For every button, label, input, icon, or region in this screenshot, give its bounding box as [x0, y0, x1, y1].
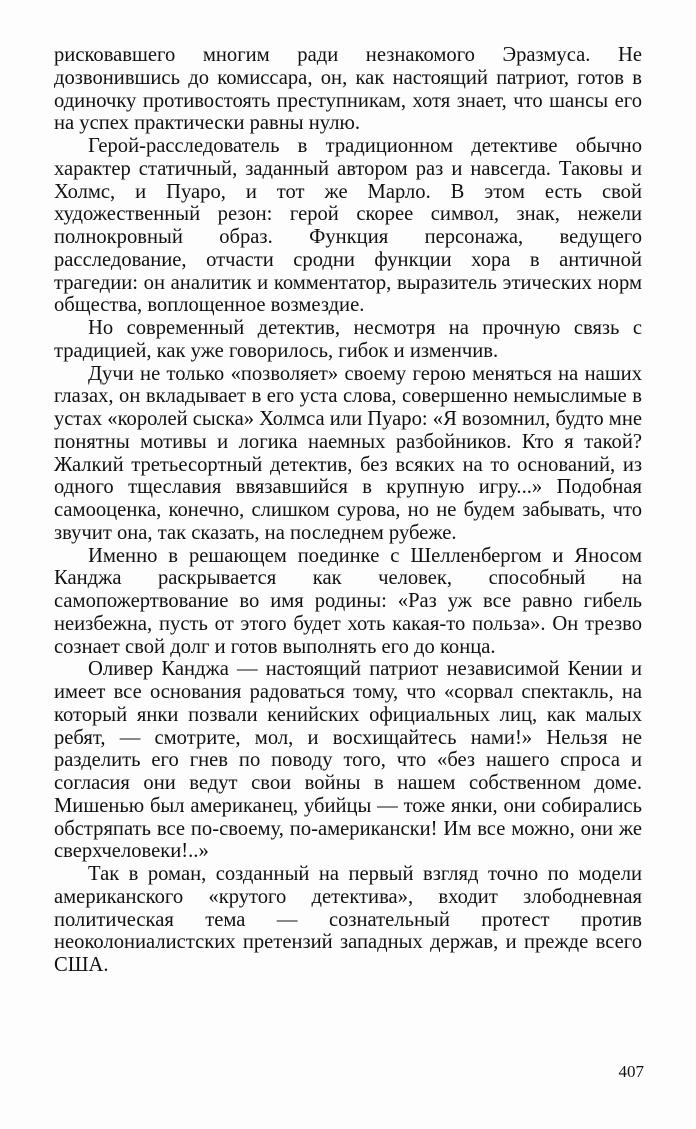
paragraph-1: рисковавшего многим ради незнакомого Эразмуса. Не дозвонившись до комиссара, он, как настоящий патриот, готов в одиночку противостоять преступникам, хотя знает, что шансы его на успех практически равны нулю.	[54, 44, 642, 135]
paragraph-3: Но современный детектив, несмотря на прочную связь с традицией, как уже говорилось, гибок и изменчив.	[54, 317, 642, 362]
body-text	[54, 44, 642, 977]
paragraph-2: Герой-расследователь в традиционном детективе обычно характер статичный, заданный автором раз и навсегда. Таковы и Холмс, и Пуаро, и тот же Марло. В этом есть свой художественный резон: герой скорее символ, знак, нежели полнокровный образ. Функция персонажа, ведущего расследование, отчасти сродни функции хора в античной трагедии: он аналитик и комментатор, выразитель этических норм общества, воплощенное возмездие.	[54, 135, 642, 317]
page-number: 407	[618, 1062, 644, 1081]
paragraph-6: Оливер Канджа — настоящий патриот независимой Кении и имеет все основания радоваться тому, что «сорвал спектакль, на который янки позвали кенийских официальных лиц, как малых ребят, — смотрите, мол, и восхищайтесь нами!» Нельзя не разделить его гнев по поводу того, что «без нашего спроса и согласия они ведут свои войны в нашем собственном доме. Мишенью был американец, убийцы — тоже янки, они собирались обстряпать все по-своему, по-американски! Им все можно, они же сверхчеловеки!..»	[54, 658, 642, 863]
paragraph-7: Так в роман, созданный на первый взгляд точно по модели американского «крутого детектива», входит злободневная политическая тема — сознательный протест против неоколониалистских претензий западных держав, и прежде всего США.	[54, 863, 642, 976]
paragraph-5: Именно в решающем поединке с Шелленбергом и Яносом Канджа раскрывается как человек, способный на самопожертвование во имя родины: «Раз уж все равно гибель неизбежна, пусть от этого будет хоть какая-то польза». Он трезво сознает свой долг и готов выполнять его до конца.	[54, 544, 642, 658]
paragraph-4: Дучи не только «позволяет» своему герою меняться на наших глазах, он вкладывает в его уста слова, совершенно немыслимые в устах «королей сыска» Холмса или Пуаро: «Я возомнил, будто мне понятны мотивы и логика наемных разбойников. Кто я такой? Жалкий третьесортный детектив, без всяких на то оснований, из одного тщеславия ввязавшийся в крупную игру...» Подобная самооценка, конечно, слишком сурова, но не будем забывать, что звучит она, так сказать, на последнем рубеже.	[54, 362, 642, 544]
